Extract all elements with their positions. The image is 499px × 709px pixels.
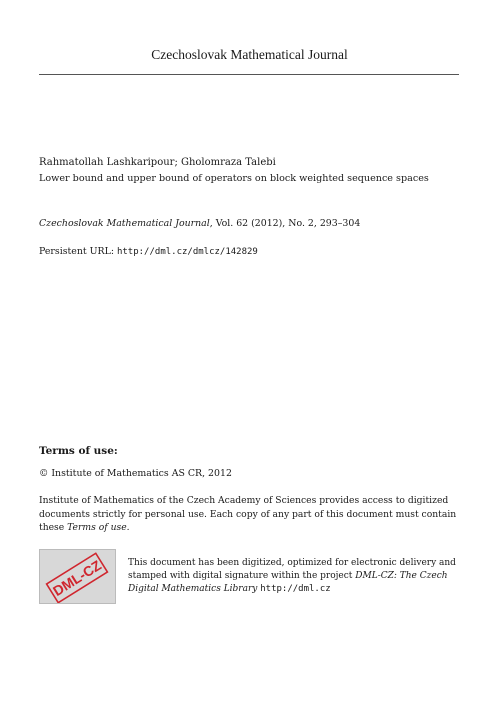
citation-journal: Czechoslovak Mathematical Journal: [39, 218, 210, 229]
terms-body: [39, 494, 459, 535]
terms-body-end: .: [126, 522, 130, 533]
notice-project: DML-CZ: The Czech Digital Mathematics Library: [128, 571, 448, 594]
article-citation: [39, 217, 360, 231]
persistent-url-link[interactable]: http://dml.cz/dmlcz/142829: [116, 247, 258, 257]
terms-heading: Terms of use:: [39, 445, 118, 457]
notice-url-link[interactable]: http://dml.cz: [260, 584, 331, 594]
digitization-notice: [128, 557, 458, 596]
notice-text: This document has been digitized, optimized for electronic delivery and stamped with digital signature within the project: [128, 558, 456, 581]
dml-cz-logo: [39, 549, 116, 604]
dml-cz-logo-icon: [40, 550, 115, 603]
article-authors: Rahmatollah Lashkaripour; Gholomraza Talebi: [39, 157, 276, 168]
journal-title: Czechoslovak Mathematical Journal: [151, 47, 348, 62]
logo-text: DML-CZ: [50, 556, 104, 600]
terms-of-use-italic: Terms of use: [67, 522, 127, 533]
persistent-url-line: [39, 245, 258, 259]
terms-body-text: Institute of Mathematics of the Czech Academy of Sciences provides access to digitized documents strictly for personal use. Each copy of any part of this document must contain these: [39, 495, 457, 533]
terms-copyright: © Institute of Mathematics AS CR, 2012: [39, 468, 232, 479]
citation-details: , Vol. 62 (2012), No. 2, 293–304: [209, 218, 361, 229]
persistent-url-label: Persistent URL:: [39, 246, 117, 257]
article-title: Lower bound and upper bound of operators on block weighted sequence spaces: [39, 173, 429, 184]
header-rule: [39, 74, 459, 75]
